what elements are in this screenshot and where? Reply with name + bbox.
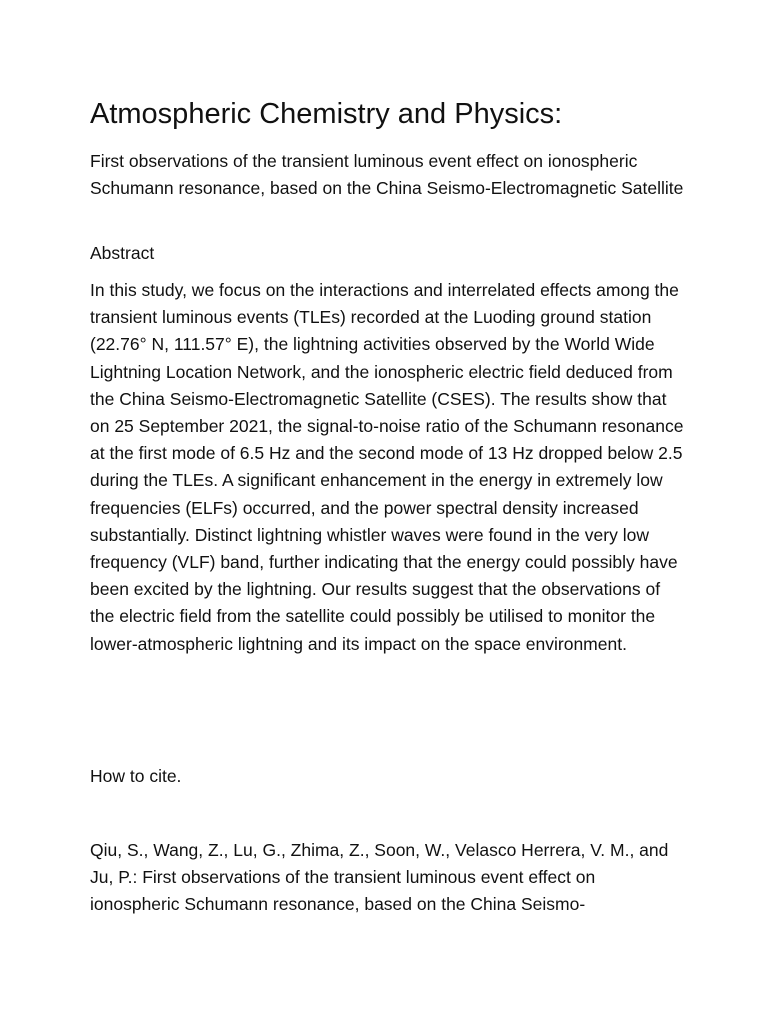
citation-text: Qiu, S., Wang, Z., Lu, G., Zhima, Z., Soon, W., Velasco Herrera, V. M., and Ju, P.: First observations of the transient luminous event effect on ionospheric Schumann resonance, based on the China Seismo- [90,840,669,915]
how-to-cite-label: How to cite. [90,766,182,786]
journal-title: Atmospheric Chemistry and Physics: [90,98,563,130]
article-title: First observations of the transient luminous event effect on ionospheric Schumann resonance, based on the China Seismo-Electromagnetic Satellite [90,151,684,198]
abstract-text: In this study, we focus on the interactions and interrelated effects among the transient luminous events (TLEs) recorded at the Luoding ground station (22.76° N, 111.57° E), the lightning activities observed by the World Wide Lightning Location Network, and the ionospheric electric field deduced from the China Seismo-Electromagnetic Satellite (CSES). The results show that on 25 September 2021, the signal-to-noise ratio of the Schumann resonance at the first mode of 6.5 Hz and the second mode of 13 Hz dropped below 2.5 during the TLEs. A significant enhancement in the energy in extremely low frequencies (ELFs) occurred, and the power spectral density increased substantially. Distinct lightning whistler waves were found in the very low frequency (VLF) band, further indicating that the energy could possibly have been excited by the lightning. Our results suggest that the observations of the electric field from the satellite could possibly be utilised to monitor the lower-atmospheric lightning and its impact on the space environment. [90,280,684,654]
abstract-heading: Abstract [90,243,155,263]
